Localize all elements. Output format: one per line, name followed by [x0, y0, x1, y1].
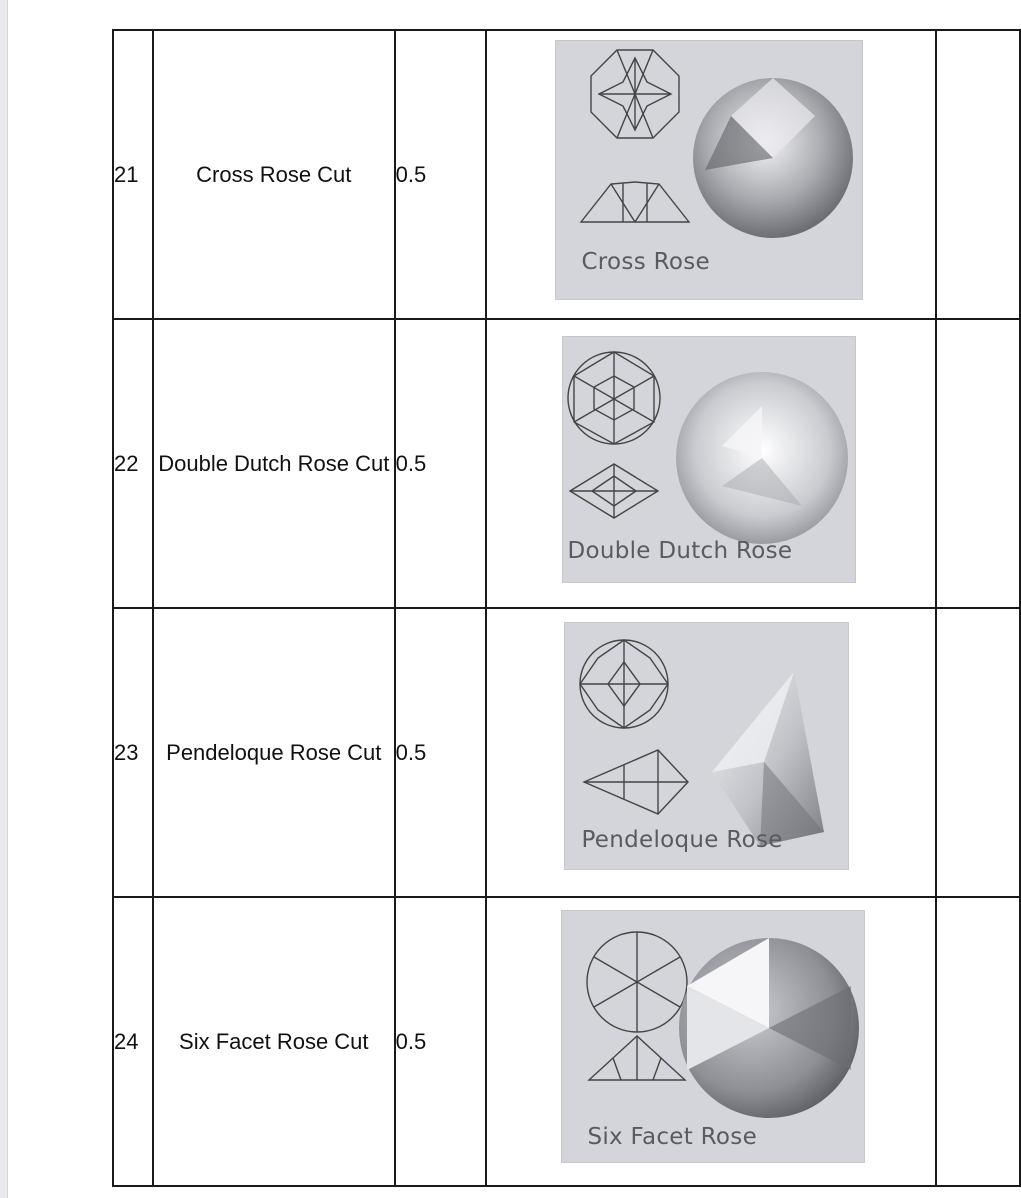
row-number: 21: [113, 30, 153, 319]
image-caption: Cross Rose: [581, 249, 710, 275]
image-caption: Six Facet Rose: [587, 1124, 758, 1150]
image-caption: Double Dutch Rose: [567, 538, 793, 564]
table-row: [113, 319, 1020, 608]
row-number: 24: [113, 897, 153, 1186]
rose-cut-table: [112, 29, 1021, 1187]
cut-image-cell: [486, 897, 936, 1186]
empty-cell: [936, 319, 1020, 608]
cut-name: Cross Rose Cut: [153, 30, 395, 319]
window-edge: [0, 0, 8, 1198]
row-number: 22: [113, 319, 153, 608]
table-row: [113, 897, 1020, 1186]
image-caption: Pendeloque Rose: [581, 827, 783, 853]
empty-cell: [936, 897, 1020, 1186]
cut-name: Double Dutch Rose Cut: [153, 319, 395, 608]
cut-image-cell: [486, 608, 936, 897]
cut-name: Pendeloque Rose Cut: [153, 608, 395, 897]
row-number: 23: [113, 608, 153, 897]
cut-name: Six Facet Rose Cut: [153, 897, 395, 1186]
cut-image-cell: [486, 30, 936, 319]
empty-cell: [936, 608, 1020, 897]
cut-image-cell: [486, 319, 936, 608]
cut-value: 0.5: [395, 608, 487, 897]
cut-value: 0.5: [395, 897, 487, 1186]
table-row: [113, 30, 1020, 319]
cut-value: 0.5: [395, 30, 487, 319]
table-row: [113, 608, 1020, 897]
cut-value: 0.5: [395, 319, 487, 608]
empty-cell: [936, 30, 1020, 319]
